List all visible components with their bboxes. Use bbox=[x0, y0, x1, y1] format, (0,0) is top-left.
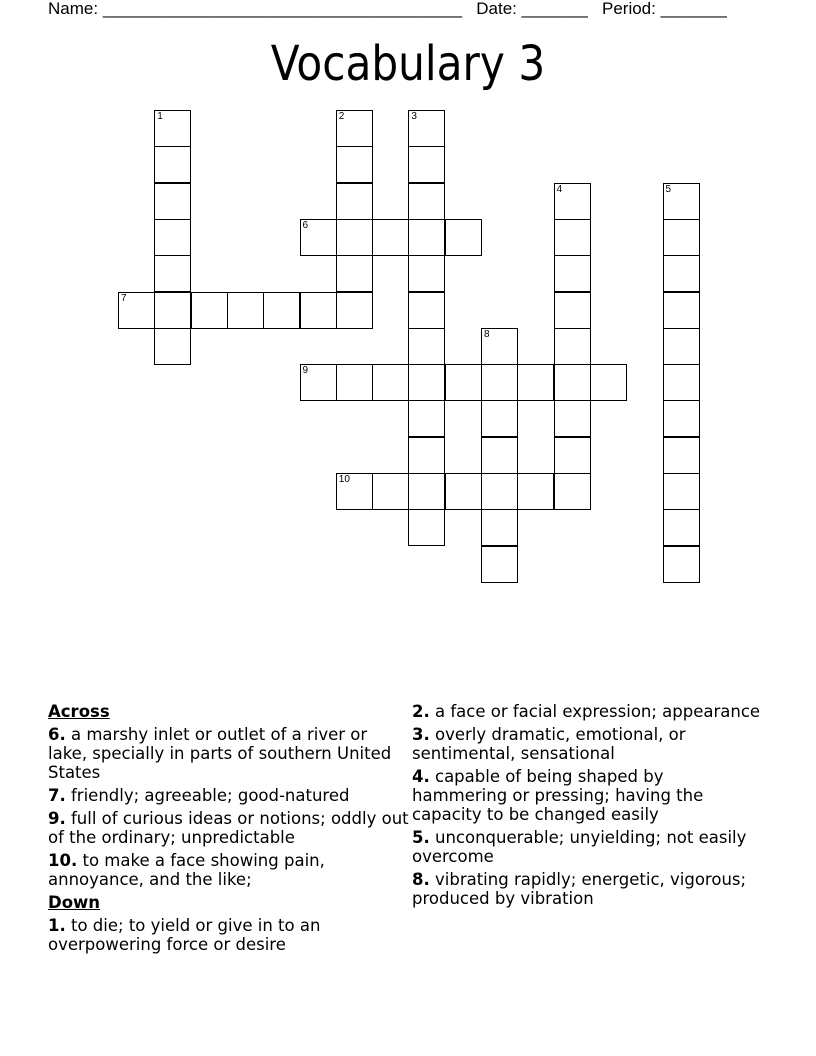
clue-item-text: capable of being shaped by hammering or pressing; having the capacity to be changed easily bbox=[412, 767, 704, 824]
crossword-cell[interactable] bbox=[408, 400, 445, 437]
clue-number-label: 3 bbox=[411, 111, 417, 122]
crossword-cell[interactable] bbox=[154, 255, 191, 292]
crossword-cell[interactable] bbox=[554, 473, 591, 510]
clue-item bbox=[412, 725, 762, 763]
crossword-cell[interactable] bbox=[372, 473, 409, 510]
crossword-cell[interactable] bbox=[408, 255, 445, 292]
clue-section-heading: Across bbox=[48, 702, 110, 721]
clue-number-label: 2 bbox=[338, 111, 345, 122]
clue-item bbox=[48, 725, 410, 782]
crossword-cell[interactable] bbox=[663, 546, 700, 583]
clue-number-label: 10 bbox=[338, 474, 350, 485]
clue-item-number: 10. bbox=[48, 851, 78, 870]
crossword-cell[interactable] bbox=[408, 509, 445, 546]
clue-item-text: friendly; agreeable; good-natured bbox=[65, 786, 350, 805]
clue-number-label: 7 bbox=[121, 292, 127, 304]
crossword-cell[interactable] bbox=[481, 473, 518, 510]
crossword-cell[interactable] bbox=[554, 255, 591, 292]
crossword-cell[interactable] bbox=[154, 110, 191, 147]
crossword-cell[interactable] bbox=[663, 219, 700, 256]
crossword-cell[interactable] bbox=[554, 400, 591, 437]
crossword-cell[interactable] bbox=[336, 473, 373, 510]
clue-number-label: 4 bbox=[556, 183, 563, 195]
clue-number-label: 8 bbox=[484, 328, 490, 340]
crossword-cell[interactable] bbox=[300, 219, 337, 256]
crossword-cell[interactable] bbox=[227, 292, 264, 329]
crossword-cell[interactable] bbox=[554, 219, 591, 256]
crossword-cell[interactable] bbox=[336, 292, 373, 329]
crossword-cell[interactable] bbox=[154, 292, 191, 329]
clue-item-text: a marshy inlet or outlet of a river or lake, specially in parts of southern United States bbox=[48, 725, 392, 782]
clue-item-text: overly dramatic, emotional, or sentimental, sensational bbox=[412, 725, 686, 763]
crossword-cell[interactable] bbox=[517, 473, 554, 510]
clue-item-text: to die; to yield or give in to an overpowering force or desire bbox=[48, 916, 321, 954]
clue-item-text: a face or facial expression; appearance bbox=[429, 702, 761, 721]
clue-item bbox=[412, 702, 762, 721]
clue-item-number: 8. bbox=[412, 870, 430, 889]
crossword-cell[interactable] bbox=[154, 146, 191, 183]
clue-column-left bbox=[48, 702, 410, 958]
crossword-cell[interactable] bbox=[336, 110, 373, 147]
crossword-cell[interactable] bbox=[554, 437, 591, 474]
crossword-cell[interactable] bbox=[408, 110, 445, 147]
clue-item bbox=[412, 870, 762, 908]
crossword-cell[interactable] bbox=[663, 255, 700, 292]
clue-item-text: vibrating rapidly; energetic, vigorous; produced by vibration bbox=[412, 870, 747, 908]
clue-section-heading: Down bbox=[48, 893, 101, 912]
crossword-cell[interactable] bbox=[408, 146, 445, 183]
crossword-cell[interactable] bbox=[408, 292, 445, 329]
crossword-cell[interactable] bbox=[481, 364, 518, 401]
period-label: Period: bbox=[602, 0, 656, 18]
crossword-cell[interactable] bbox=[300, 292, 337, 329]
crossword-cell[interactable] bbox=[663, 183, 700, 220]
crossword-cell[interactable] bbox=[554, 292, 591, 329]
crossword-cell[interactable] bbox=[481, 328, 518, 365]
crossword-cell[interactable] bbox=[154, 328, 191, 365]
crossword-cell[interactable] bbox=[554, 328, 591, 365]
crossword-cell[interactable] bbox=[336, 219, 373, 256]
crossword-cell[interactable] bbox=[663, 364, 700, 401]
clue-item-text: to make a face showing pain, annoyance, and the like; bbox=[48, 851, 325, 889]
crossword-cell[interactable] bbox=[408, 328, 445, 365]
crossword-cell[interactable] bbox=[481, 437, 518, 474]
crossword-cell[interactable] bbox=[481, 400, 518, 437]
student-info-header bbox=[48, 0, 727, 18]
crossword-cell[interactable] bbox=[663, 400, 700, 437]
crossword-cell[interactable] bbox=[554, 364, 591, 401]
crossword-cell[interactable] bbox=[118, 292, 155, 329]
clue-item bbox=[48, 786, 410, 805]
crossword-cell[interactable] bbox=[154, 183, 191, 220]
crossword-cell[interactable] bbox=[481, 546, 518, 583]
name-blank[interactable]: ______________________________________ bbox=[102, 0, 463, 18]
period-blank[interactable]: _______ bbox=[660, 0, 727, 18]
crossword-cell[interactable] bbox=[663, 473, 700, 510]
clue-item-text: full of curious ideas or notions; oddly out of the ordinary; unpredictable bbox=[48, 809, 409, 847]
clue-item-number: 2. bbox=[412, 702, 430, 721]
crossword-cell[interactable] bbox=[554, 183, 591, 220]
page-title: Vocabulary 3 bbox=[270, 36, 546, 92]
clue-item-number: 5. bbox=[412, 828, 430, 847]
crossword-cell[interactable] bbox=[408, 364, 445, 401]
crossword-cell[interactable] bbox=[336, 364, 373, 401]
crossword-cell[interactable] bbox=[191, 292, 228, 329]
clue-number-label: 9 bbox=[302, 365, 309, 377]
clue-item-number: 1. bbox=[48, 916, 66, 935]
clue-item bbox=[412, 828, 762, 866]
crossword-cell[interactable] bbox=[336, 255, 373, 292]
clue-item-number: 7. bbox=[48, 786, 66, 805]
name-label: Name: bbox=[48, 0, 99, 18]
clue-number-label: 5 bbox=[665, 183, 672, 195]
clue-item bbox=[48, 809, 410, 847]
crossword-cell[interactable] bbox=[445, 219, 482, 256]
crossword-cell[interactable] bbox=[263, 292, 300, 329]
clue-item-number: 6. bbox=[48, 725, 66, 744]
crossword-cell[interactable] bbox=[445, 364, 482, 401]
clue-item bbox=[48, 851, 410, 889]
clue-item-number: 3. bbox=[412, 725, 430, 744]
clue-item bbox=[412, 767, 762, 824]
clue-number-label: 1 bbox=[157, 111, 163, 122]
crossword-cell[interactable] bbox=[481, 509, 518, 546]
crossword-cell[interactable] bbox=[408, 473, 445, 510]
crossword-cell[interactable] bbox=[517, 364, 554, 401]
clue-item bbox=[48, 916, 410, 954]
crossword-cell[interactable] bbox=[408, 183, 445, 220]
crossword-cell[interactable] bbox=[336, 146, 373, 183]
clue-item-text: unconquerable; unyielding; not easily overcome bbox=[412, 828, 747, 866]
date-blank[interactable]: _______ bbox=[521, 0, 588, 18]
crossword-cell[interactable] bbox=[590, 364, 627, 401]
crossword-cell[interactable] bbox=[408, 219, 445, 256]
crossword-cell[interactable] bbox=[372, 364, 409, 401]
crossword-cell[interactable] bbox=[154, 219, 191, 256]
crossword-cell[interactable] bbox=[336, 183, 373, 220]
date-label: Date: bbox=[476, 0, 517, 18]
crossword-cell[interactable] bbox=[663, 509, 700, 546]
crossword-cell[interactable] bbox=[663, 437, 700, 474]
crossword-cell[interactable] bbox=[300, 364, 337, 401]
crossword-cell[interactable] bbox=[663, 292, 700, 329]
crossword-cell[interactable] bbox=[445, 473, 482, 510]
crossword-cell[interactable] bbox=[663, 328, 700, 365]
clue-item-number: 4. bbox=[412, 767, 430, 786]
clue-column-right bbox=[412, 702, 762, 912]
clue-item-number: 9. bbox=[48, 809, 66, 828]
crossword-cell[interactable] bbox=[372, 219, 409, 256]
crossword-cell[interactable] bbox=[408, 437, 445, 474]
clue-number-label: 6 bbox=[302, 219, 309, 231]
